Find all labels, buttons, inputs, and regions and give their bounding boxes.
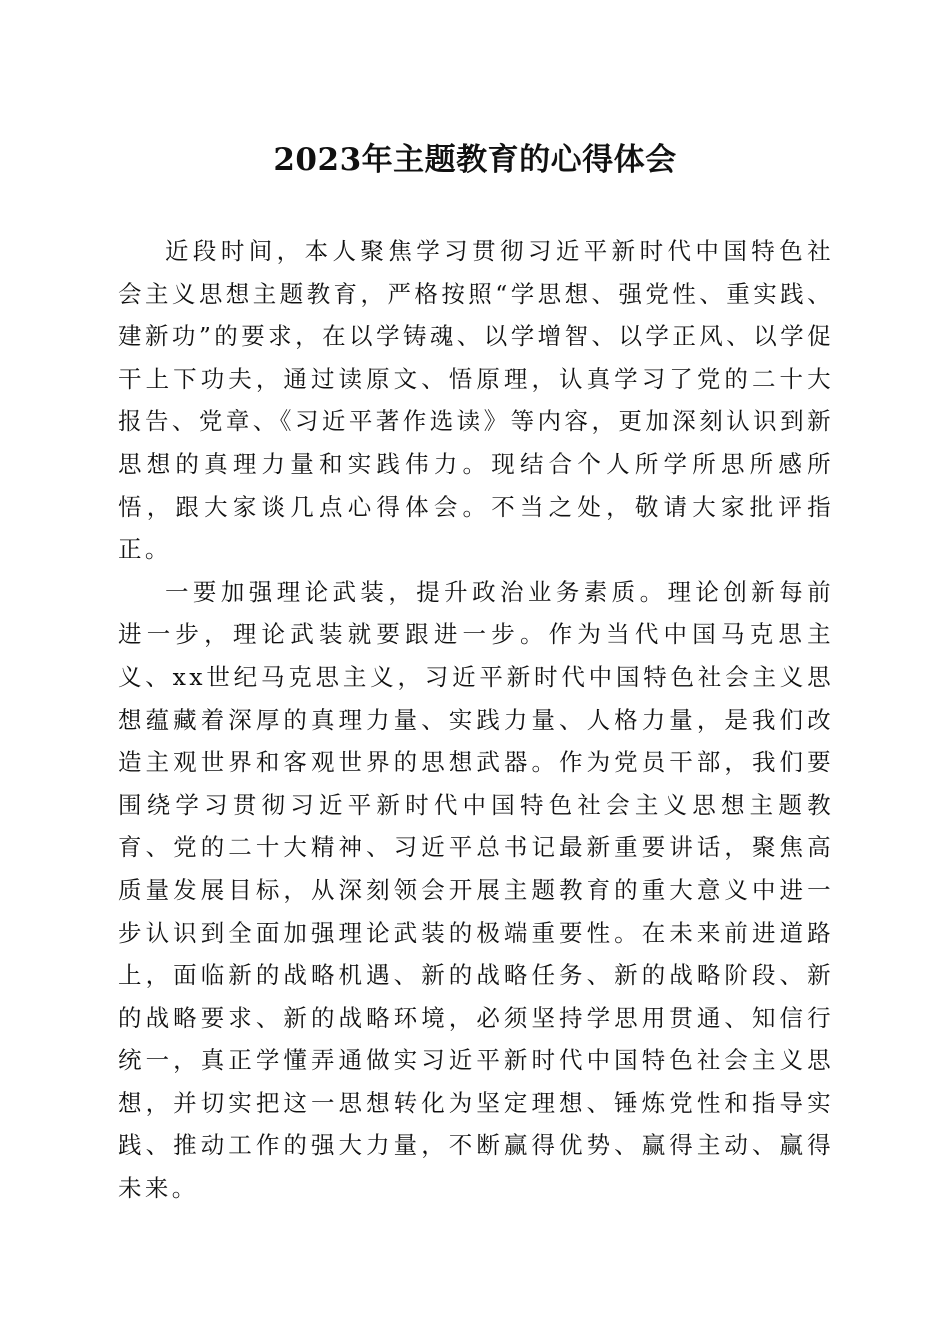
paragraph-theory: 一要加强理论武装，提升政治业务素质。理论创新每前进一步，理论武装就要跟进一步。作为当代中国马克思主义、xx世纪马克思主义，习近平新时代中国特色社会主义思想蕴藏着深厚的真理力量、实践力量、人格力量，是我们改造主观世界和客观世界的思想武器。作为党员干部，我们要围绕学习贯彻习近平新时代中国特色社会主义思想主题教育、党的二十大精神、习近平总书记最新重要讲话，聚焦高质量发展目标，从深刻领会开展主题教育的重大意义中进一步认识到全面加强理论武装的极端重要性。在未来前进道路上，面临新的战略机遇、新的战略任务、新的战略阶段、新的战略要求、新的战略环境，必须坚持学思用贯通、知信行统一，真正学懂弄通做实习近平新时代中国特色社会主义思想，并切实把这一思想转化为坚定理想、锤炼党性和指导实践、推动工作的强大力量，不断赢得优势、赢得主动、赢得未来。 [118, 577, 834, 1203]
document-title: 2023年主题教育的心得体会 [273, 142, 677, 178]
document-body [118, 230, 834, 1210]
paragraph-intro: 近段时间，本人聚焦学习贯彻习近平新时代中国特色社会主义思想主题教育，严格按照“学思想、强党性、重实践、建新功”的要求，在以学铸魂、以学增智、以学正风、以学促干上下功夫，通过读原文、悟原理，认真学习了党的二十大报告、党章、《习近平著作选读》等内容，更加深刻认识到新思想的真理力量和实践伟力。现结合个人所学所思所感所悟，跟大家谈几点心得体会。不当之处，敬请大家批评指正。 [118, 237, 834, 564]
